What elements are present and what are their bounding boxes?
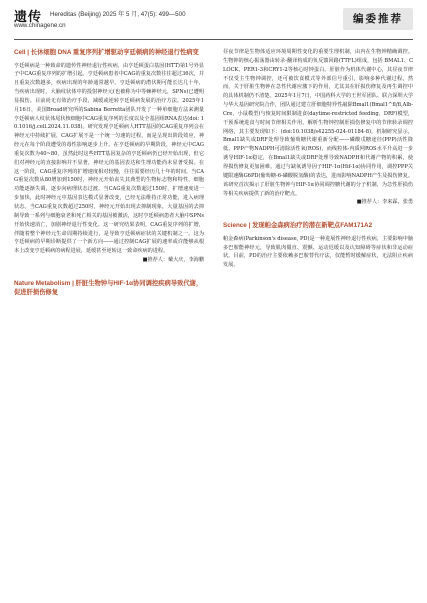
right-column xyxy=(223,48,413,270)
article-gap xyxy=(223,207,413,221)
article-title: Nature Metabolism | 肝脏生物钟与HIF-1α协同调控疾病导致代谢，促进肝损伤修复 xyxy=(14,279,203,297)
article-title: Science | 发现帕金森病治疗的潜在新靶点FAM171A2 xyxy=(223,222,373,230)
article-body: 亨廷顿病是一种致命的遗传性神经退行性疾病，由亨廷顿蛋白基因(HTT)第1号外显子中CAG重复序列的扩增引起。亨廷顿病患者中CAG的重复次数往往超过36次，并且重复次数越多，疾病出现的年龄通常越早。亨廷顿病的潜伏期可能长达几十年，当疾病出现时，大脑纹状体中的投射神经元(也被称为中等棘神经元，SPNs)已遭明显损伤。目前尚无有效治疗手段，减缓或逆转亨廷顿病发展的治疗方法。2025年1月16日，美国Broad研究所的Sabina Berretta团队开发了一种单细胞方法来测量亨廷顿病人纹状体尾状核细胞中CAG重复序列的长度以及全基因组RNA表达(doi: 10.1016/j.cell.2024.11.038)。研究发现亨廷顿病人HTT基因的CAG重复序列会在神经元中持续扩展，CAG扩展不是一个统一匀速的过程，而是呈现出阶段效应，神经元在每个阶段遭受的毒性影响逐步上升。在亨廷顿病的早期阶段，神经元中CAG重复次数为40~80，虽然此时这些HTT基因复杂的亨廷顿病仍已经开始出现，但它们对神经元的直接影响并不显著，神经元的基因表达和生理功能尚未显著受损。在这一阶段，CAG重复序列的扩增速度相对较慢，往往需要经历几十年的时间。当CAG重复次数从80增加到150时，神经元开始丧失其典型的生物标志物和特性，细胞功能逐渐失调，逐步向病理状态过渡。当CAG重复次数超过150时，扩增速度进一步加快，此时神经元中基因表达模式显著改变，已经无法维持正常功能，进入病理状态。当CAG重复次数超过250时，神经元开始出现去抑制现象，大量基因的去抑制导致一系列与细胞衰老和死亡相关的基因被激活，这时亨廷顿病患者大脑中SPNs开始快速消亡，加剧神经退行性变化。这一研究结果表明，CAG重复序列的扩增，伴随着整个神经元生命周期持续进行，是导致亨廷顿病症状的关键机制之一。这为亨廷顿病的早期诊断提供了一个新方向——通过控制CAG扩展的速率或许能够从根本上改变亨廷顿病的病程进展，延缓甚至逆转这一致命疾病的进程。 xyxy=(14,62,204,255)
article-nature-metabolism-continued xyxy=(223,48,413,207)
article-cell xyxy=(14,48,204,265)
header-divider xyxy=(14,39,413,40)
article-science xyxy=(223,221,413,270)
journal-logo: 遗传 xyxy=(14,10,43,25)
article-gap xyxy=(14,265,204,279)
article-recommender: ■推荐人：戴大庆，李海鹏 xyxy=(142,257,204,264)
journal-citation: Hereditas (Beijing) 2025 年 5 月, 47(5): 499—500 xyxy=(50,11,186,18)
section-badge: 编委推荐 xyxy=(343,8,413,30)
article-body: 昼夜节律是生物体适应环境周期性变化的重要生理机制，由内在生物钟精确调控。生物钟的核心振荡器由转录-翻译构成的负反馈回路(TTFL)组成，包括 BMAL1、CLOCK、PER1-3和CRY1-2等核心时钟蛋白。肝脏作为机体代谢中心，其昼夜节律不仅受主生物钟调控，还可被饮食模式等外部信号重引，影响多种代谢过程。然而，关于肝脏生物钟在急性代谢应激下的作用，尤其其在肝损伤修复及再生调控中的具体机制仍不清楚。2025年1月7日，中国药科大学的王世军团队、联合深圳大学与华大基因研究院合作，团队通过建立肝细胞特异性敲除Bmal1(Bmal1^fl/fl,Alb-Cre，小鼠模型)与恢复时间限制进食(daytime-restricted feeding，DRF)模型，干预系统进食与时间节律相关作用，解析生物钟控制肝损伤修复中的节律转录调控网络，其主要发现如下：(doi:10.1038/s42255-024-01184-8)。机制研究显示，Bmal1缺失或DRF处理导致葡萄糖代谢重新分配——磷酸戊糖途径(PPP)活性降低，PPP产物NADPH可清除活性氧(ROS)，而线粒体-内质网ROS水平升高进一步诱导HIF-1α稳定，在Bmal1缺失或DRF处理导致NADPH和代谢产物的积累，使得损伤修复更加困难。通过与缺氧诱导因子HIF-1α(Hif-1α)协同作用，调控PPP关键限速酶G6PD(葡萄糖-6-磷酸脱氢酶)的表达，进而影响NADPH产生及损伤修复。该研究首次揭示了肝脏生物钟与HIF-1α协同调控糖代谢的分子机制，为急性肝损伤等相关疾病提供了新的治疗靶点。 xyxy=(223,49,413,197)
article-nature-metabolism xyxy=(14,279,204,298)
journal-header xyxy=(14,6,413,40)
article-body: 帕金森病(Parkinson's disease, PD)是一种进展性神经退行性疾病，主要影响中脑多巴胺能神经元，导致肌肉僵直、震颤、运动迟缓以及认知障碍等症状和非运动症状。目前，PD的治疗主要依赖多巴胺替代疗法，仅能暂时缓解症状，无法阻止疾病发展。 xyxy=(223,235,413,269)
article-recommender: ■推荐人：李来霖，张勇 xyxy=(356,199,413,206)
journal-website[interactable]: www.chinagene.cn xyxy=(14,22,66,29)
article-title: Cell | 长休细胞 DNA 重复序列扩增驱动亨廷顿病的神经退行性病变 xyxy=(14,49,199,56)
left-column xyxy=(14,48,204,302)
